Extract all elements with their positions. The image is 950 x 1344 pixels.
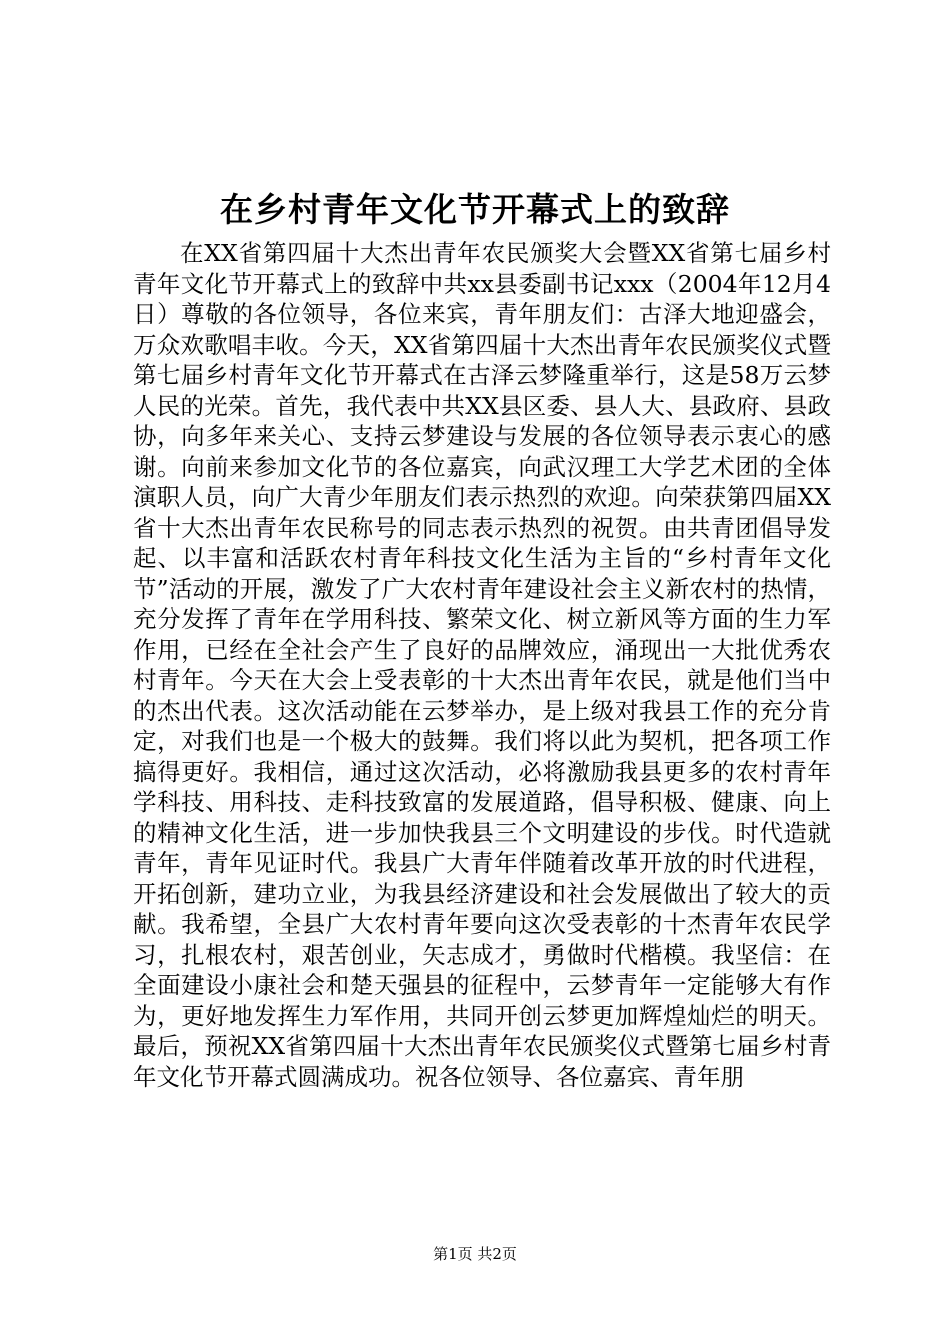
page-footer: 第1页 共2页 bbox=[433, 1245, 517, 1263]
document-body: 在XX省第四届十大杰出青年农民颁奖大会暨XX省第七届乡村青年文化节开幕式上的致辞中共xx县委副书记xxx（2004年12月4日）尊敬的各位领导，各位来宾，青年朋友们：古泽大地迎盛会，万众欢歌唱丰收。今天，XX省第四届十大杰出青年农民颁奖仪式暨第七届乡村青年文化节开幕式在古泽云梦隆重举行，这是58万云梦人民的光荣。首先，我代表中共XX县区委、县人大、县政府、县政协，向多年来关心、支持云梦建设与发展的各位领导表示衷心的感谢。向前来参加文化节的各位嘉宾，向武汉理工大学艺术团的全体演职人员，向广大青少年朋友们表示热烈的欢迎。向荣获第四届XX省十大杰出青年农民称号的同志表示热烈的祝贺。由共青团倡导发起、以丰富和活跃农村青年科技文化生活为主旨的“乡村青年文化节”活动的开展，激发了广大农村青年建设社会主义新农村的热情，充分发挥了青年在学用科技、繁荣文化、树立新风等方面的生力军作用，已经在全社会产生了良好的品牌效应，涌现出一大批优秀农村青年。今天在大会上受表彰的十大杰出青年农民，就是他们当中的杰出代表。这次活动能在云梦举办，是上级对我县工作的充分肯定，对我们也是一个极大的鼓舞。我们将以此为契机，把各项工作搞得更好。我相信，通过这次活动，必将激励我县更多的农村青年学科技、用科技、走科技致富的发展道路，倡导积极、健康、向上的精神文化生活，进一步加快我县三个文明建设的步伐。时代造就青年，青年见证时代。我县广大青年伴随着改革开放的时代进程，开拓创新，建功立业，为我县经济建设和社会发展做出了较大的贡献。我希望，全县广大农村青年要向这次受表彰的十杰青年农民学习，扎根农村，艰苦创业，矢志成才，勇做时代楷模。我坚信：在全面建设小康社会和楚天强县的征程中，云梦青年一定能够大有作为，更好地发挥生力军作用，共同开创云梦更加辉煌灿烂的明天。最后，预祝XX省第四届十大杰出青年农民颁奖仪式暨第七届乡村青年文化节开幕式圆满成功。祝各位领导、各位嘉宾、青年朋 bbox=[133, 239, 831, 1091]
document-title: 在乡村青年文化节开幕式上的致辞 bbox=[220, 190, 730, 229]
